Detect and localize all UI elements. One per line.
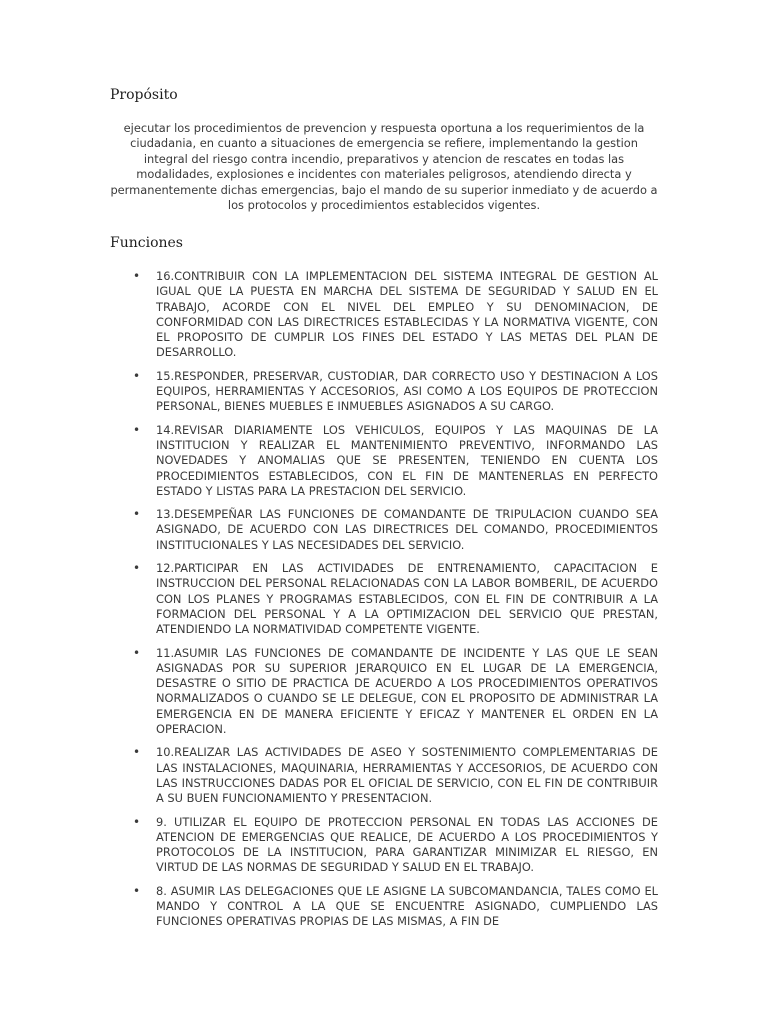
function-item [133,561,658,637]
bullet-icon: • [133,883,141,898]
function-text: 14.REVISAR DIARIAMENTE LOS VEHICULOS, EQUIPOS Y LAS MAQUINAS DE LA INSTITUCION Y REALIZAR EL MANTENIMIENTO PREVENTIVO, INFORMANDO LAS NOVEDADES Y ANOMALIAS QUE SE PRESENTEN, TENIENDO EN CUENTA LOS PROCEDIMIENTOS ESTABLECIDOS, CON EL FIN DE MANTENERLAS EN PERFECTO ESTADO Y LISTAS PARA LA PRESTACION DEL SERVICIO. [156,422,658,498]
bullet-icon: • [133,645,141,660]
function-item [133,368,658,415]
function-item [133,507,658,553]
function-item [133,645,658,738]
bullet-icon: • [133,269,141,283]
functions-list [133,269,658,938]
bullet-icon: • [133,368,141,383]
bullet-icon: • [133,422,141,437]
function-text: 13.DESEMPEÑAR LAS FUNCIONES DE COMANDANTE DE TRIPULACION CUANDO SEA ASIGNADO, DE ACUERDO CON LAS DIRECTRICES DEL COMANDO, PROCEDIMIENTOS INSTITUCIONALES Y LAS NECESIDADES DEL SERVICIO. [156,507,658,552]
function-item [133,814,658,876]
bullet-icon: • [133,561,141,576]
function-text: 8. ASUMIR LAS DELEGACIONES QUE LE ASIGNE LA SUBCOMANDANCIA, TALES COMO EL MANDO Y CONTROL A LA QUE SE ENCUENTRE ASIGNADO, CUMPLIENDO LAS FUNCIONES OPERATIVAS PROPIAS DE LAS MISMAS, A FIN DE [156,883,658,929]
purpose-paragraph: ejecutar los procedimientos de prevencion y respuesta oportuna a los requerimientos de la ciudadania, en cuanto a situaciones de emergencia se refiere, implementando la gestion integral del riesgo contra incendio, preparativos y atencion de rescates en todas las modalidades, explosiones e incidentes con materiales peligrosos, atendiendo directa y permanentemente dichas emergencias, bajo el mando de su superior inmediato y de acuerdo a los protocolos y procedimientos establecidos vigentes. [110,121,658,213]
function-item [133,883,658,930]
function-text: 15.RESPONDER, PRESERVAR, CUSTODIAR, DAR CORRECTO USO Y DESTINACION A LOS EQUIPOS, HERRAMIENTAS Y ACCESORIOS, ASI COMO A LOS EQUIPOS DE PROTECCION PERSONAL, BIENES MUEBLES E INMUEBLES ASIGNADOS A SU CARGO. [156,368,658,414]
function-text: 12.PARTICIPAR EN LAS ACTIVIDADES DE ENTRENAMIENTO, CAPACITACION E INSTRUCCION DEL PERSONAL RELACIONADAS CON LA LABOR BOMBERIL, DE ACUERDO CON LOS PLANES Y PROGRAMAS ESTABLECIDOS, CON EL FIN DE CONTRIBUIR A LA FORMACION DEL PERSONAL Y A LA OPTIMIZACION DEL SERVICIO QUE PRESTAN, ATENDIENDO LA NORMATIVIDAD COMPETENTE VIGENTE. [156,561,658,637]
bullet-icon: • [133,507,141,522]
bullet-icon: • [133,814,141,829]
function-text: 11.ASUMIR LAS FUNCIONES DE COMANDANTE DE INCIDENTE Y LAS QUE LE SEAN ASIGNADAS POR SU SUPERIOR JERARQUICO EN EL LUGAR DE LA EMERGENCIA, DESASTRE O SITIO DE PRACTICA DE ACUERDO A LOS PROCEDIMIENTOS OPERATIVOS NORMALIZADOS O CUANDO SE LE DELEGUE, CON EL PROPOSITO DE ADMINISTRAR LA EMERGENCIA EN DE MANERA EFICIENTE Y EFICAZ Y MANTENER EL ORDEN EN LA OPERACION. [156,645,658,737]
function-text: 10.REALIZAR LAS ACTIVIDADES DE ASEO Y SOSTENIMIENTO COMPLEMENTARIAS DE LAS INSTALACIONES, MAQUINARIA, HERRAMIENTAS Y ACCESORIOS, DE ACUERDO CON LAS INSTRUCCIONES DADAS POR EL OFICIAL DE SERVICIO, CON EL FIN DE CONTRIBUIR A SU BUEN FUNCIONAMIENTO Y PRESENTACION. [156,745,658,806]
function-text: 9. UTILIZAR EL EQUIPO DE PROTECCION PERSONAL EN TODAS LAS ACCIONES DE ATENCION DE EMERGENCIAS QUE REALICE, DE ACUERDO A LOS PROCEDIMIENTOS Y PROTOCOLOS DE LA INSTITUCION, PARA GARANTIZAR MINIMIZAR EL RIESGO, EN VIRTUD DE LAS NORMAS DE SEGURIDAD Y SALUD EN EL TRABAJO. [156,814,658,875]
purpose-heading: Propósito [110,87,178,103]
function-item [133,269,658,361]
bullet-icon: • [133,745,141,760]
function-item [133,422,658,499]
function-item [133,745,658,806]
functions-heading: Funciones [110,235,183,251]
function-text: 16.CONTRIBUIR CON LA IMPLEMENTACION DEL SISTEMA INTEGRAL DE GESTION AL IGUAL QUE LA PUESTA EN MARCHA DEL SISTEMA DE SEGURIDAD Y SALUD EN EL TRABAJO, ACORDE CON EL NIVEL DEL EMPLEO Y SU DENOMINACION, DE CONFORMIDAD CON LAS DIRECTRICES ESTABLECIDAS Y LA NORMATIVA VIGENTE, CON EL PROPOSITO DE CUMPLIR LOS FINES DEL ESTADO Y LAS METAS DEL PLAN DE DESARROLLO. [156,269,658,360]
